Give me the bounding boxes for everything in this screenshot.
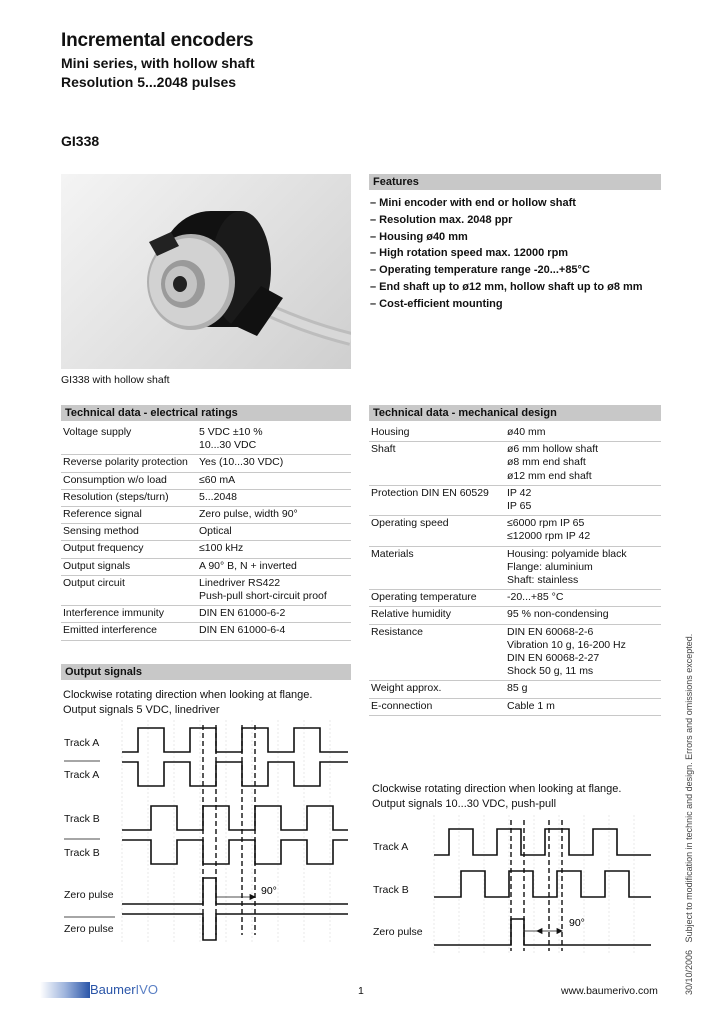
signal-label-track-b: Track B <box>373 884 409 896</box>
signal-label-zero: Zero pulse <box>373 926 423 938</box>
spec-row <box>61 507 351 524</box>
spec-row <box>369 425 661 442</box>
output-right-line1: Clockwise rotating direction when looking at flange. <box>372 783 622 795</box>
spec-key: Housing <box>371 426 410 438</box>
signal-label-track-b: Track B <box>64 813 100 825</box>
signal-label-zero-inv: Zero pulse <box>64 923 114 935</box>
spec-value-line: 10...30 VDC <box>199 439 257 452</box>
spec-row <box>61 623 351 640</box>
spec-value <box>197 541 351 558</box>
signal-label-track-a: Track A <box>64 737 100 749</box>
page-number: 1 <box>358 985 364 997</box>
feature-item: – Cost-efficient mounting <box>370 297 503 310</box>
angle-label: 90° <box>261 885 277 897</box>
electrical-section <box>61 405 351 641</box>
feature-item: – Resolution max. 2048 ppr <box>370 213 513 226</box>
spec-value <box>505 590 661 607</box>
spec-key: Emitted interference <box>63 624 157 637</box>
spec-key: Interference immunity <box>63 607 164 620</box>
spec-value <box>197 455 351 472</box>
side-note-date: 30/10/2006 <box>684 949 694 995</box>
spec-value <box>197 623 351 640</box>
features-section <box>369 174 661 313</box>
electrical-table <box>61 425 351 641</box>
spec-value-line: DIN EN 61000-6-2 <box>199 607 286 620</box>
spec-row <box>61 425 351 455</box>
spec-row <box>369 590 661 607</box>
spec-key: Operating temperature <box>371 591 477 604</box>
spec-value-line: ≤60 mA <box>199 473 236 486</box>
output-header: Output signals <box>61 664 351 680</box>
spec-value-line: Cable 1 m <box>507 699 555 712</box>
spec-value-line: DIN EN 61000-6-4 <box>199 624 286 637</box>
signal-label-zero: Zero pulse <box>64 889 114 901</box>
spec-value-line: A 90° B, N + inverted <box>199 559 297 572</box>
spec-value <box>197 425 351 455</box>
spec-value-line: ≤12000 rpm IP 42 <box>507 530 591 543</box>
output-right-desc <box>372 782 621 812</box>
product-photo <box>61 174 351 369</box>
spec-value <box>197 507 351 524</box>
spec-value <box>505 485 661 515</box>
spec-key: Resolution (steps/turn) <box>63 490 169 503</box>
spec-value <box>505 425 661 442</box>
spec-row <box>369 681 661 698</box>
spec-row <box>61 606 351 623</box>
spec-row <box>61 558 351 575</box>
timing-diagram-pushpull <box>369 815 661 955</box>
spec-row <box>61 489 351 506</box>
spec-key: Protection DIN EN 60529 <box>371 486 489 499</box>
spec-value <box>505 546 661 590</box>
output-left-line2: Output signals 5 VDC, linedriver <box>63 704 220 716</box>
subtitle-resolution: Resolution 5...2048 pulses <box>61 74 237 90</box>
spec-row <box>61 541 351 558</box>
spec-row <box>369 516 661 546</box>
side-note <box>684 633 694 995</box>
spec-key: Resistance <box>371 625 423 638</box>
spec-row <box>61 455 351 472</box>
spec-key: Voltage supply <box>63 426 132 438</box>
spec-value-line: 5...2048 <box>199 490 237 503</box>
spec-value-line: ø6 mm hollow shaft <box>507 443 599 456</box>
spec-value-line: Shaft: stainless <box>507 574 579 587</box>
angle-label: 90° <box>569 917 585 929</box>
spec-row <box>369 607 661 624</box>
spec-key: Materials <box>371 547 414 560</box>
spec-value-line: IP 65 <box>507 500 532 513</box>
spec-value <box>197 524 351 541</box>
spec-row <box>369 442 661 486</box>
output-right-line2: Output signals 10...30 VDC, push-pull <box>372 798 557 810</box>
feature-item: – End shaft up to ø12 mm, hollow shaft up to ø8 mm <box>370 280 643 293</box>
spec-value-line: -20...+85 °C <box>507 591 564 604</box>
spec-value-line: Flange: aluminium <box>507 560 593 573</box>
spec-value <box>505 516 661 546</box>
mechanical-table <box>369 425 661 716</box>
spec-key: Sensing method <box>63 525 139 538</box>
spec-value <box>505 624 661 681</box>
feature-item: – Mini encoder with end or hollow shaft <box>370 197 576 209</box>
mechanical-header: Technical data - mechanical design <box>369 405 661 421</box>
spec-value <box>505 681 661 698</box>
page-title: Incremental encoders <box>61 30 254 51</box>
spec-value-line: Vibration 10 g, 16-200 Hz <box>507 638 626 651</box>
encoder-image <box>61 174 351 369</box>
spec-value-line: DIN EN 60068-2-27 <box>507 652 600 665</box>
output-section <box>61 664 351 680</box>
feature-item: – Operating temperature range -20...+85°C <box>370 264 590 277</box>
signal-label-track-a-inv: Track A <box>64 769 100 781</box>
spec-key: Output circuit <box>63 576 125 589</box>
feature-item: – Housing ø40 mm <box>370 230 468 243</box>
spec-key: Reference signal <box>63 508 142 521</box>
spec-value-line: Zero pulse, width 90° <box>199 508 298 521</box>
spec-value-line: 85 g <box>507 682 528 695</box>
spec-row <box>369 698 661 715</box>
timing-diagram-linedriver <box>60 720 352 945</box>
spec-value <box>197 606 351 623</box>
photo-caption: GI338 with hollow shaft <box>61 374 170 386</box>
mechanical-section <box>369 405 661 716</box>
spec-value <box>197 489 351 506</box>
spec-key: Output signals <box>63 559 131 572</box>
output-left-line1: Clockwise rotating direction when looking at flange. <box>63 689 313 701</box>
spec-key: Consumption w/o load <box>63 473 167 486</box>
features-header: Features <box>369 174 661 190</box>
spec-value-line: ≤100 kHz <box>199 542 244 555</box>
spec-value-line: Yes (10...30 VDC) <box>199 456 284 469</box>
spec-value-line: IP 42 <box>507 486 532 499</box>
spec-row <box>61 524 351 541</box>
spec-value <box>505 442 661 486</box>
spec-value <box>197 575 351 605</box>
side-note-text: Subject to modification in technic and design. Errors and omissions excepted. <box>684 633 694 943</box>
brand-logo-a: Baumer <box>90 982 136 997</box>
output-left-desc <box>63 688 312 718</box>
spec-value-line: DIN EN 60068-2-6 <box>507 625 594 638</box>
spec-value-line: ø8 mm end shaft <box>507 456 586 469</box>
spec-key: Output frequency <box>63 542 144 555</box>
spec-value-line: ø40 mm <box>507 426 546 438</box>
spec-value-line: 95 % non-condensing <box>507 608 609 621</box>
spec-value-line: Housing: polyamide black <box>507 547 627 560</box>
spec-value-line: ø12 mm end shaft <box>507 469 592 482</box>
spec-key: Shaft <box>371 443 396 456</box>
spec-value <box>505 698 661 715</box>
spec-value <box>197 558 351 575</box>
brand-gradient-bar <box>40 982 90 998</box>
brand-logo <box>90 982 158 998</box>
page-header <box>61 30 255 90</box>
spec-key: Relative humidity <box>371 608 451 621</box>
spec-key: Weight approx. <box>371 682 442 695</box>
spec-key: E-connection <box>371 699 433 712</box>
signal-label-track-a: Track A <box>373 841 409 853</box>
spec-row <box>369 546 661 590</box>
spec-value-line: 5 VDC ±10 % <box>199 426 263 438</box>
electrical-header: Technical data - electrical ratings <box>61 405 351 421</box>
brand-logo-b: IVO <box>135 982 158 997</box>
feature-item: – High rotation speed max. 12000 rpm <box>370 247 569 260</box>
signal-label-track-b-inv: Track B <box>64 847 100 859</box>
spec-row <box>61 472 351 489</box>
spec-key: Operating speed <box>371 517 449 530</box>
spec-row <box>369 624 661 681</box>
spec-value <box>197 472 351 489</box>
spec-key: Reverse polarity protection <box>63 456 188 469</box>
spec-row <box>61 575 351 605</box>
spec-value-line: Linedriver RS422 <box>199 576 281 589</box>
spec-value-line: Shock 50 g, 11 ms <box>507 665 594 678</box>
features-list <box>369 195 661 313</box>
spec-value <box>505 607 661 624</box>
spec-row <box>369 485 661 515</box>
spec-value-line: ≤6000 rpm IP 65 <box>507 517 585 530</box>
spec-value-line: Push-pull short-circuit proof <box>199 590 327 603</box>
spec-value-line: Optical <box>199 525 232 538</box>
website-link[interactable]: www.baumerivo.com <box>561 985 658 997</box>
model-name: GI338 <box>61 133 100 149</box>
subtitle-series: Mini series, with hollow shaft <box>61 55 255 71</box>
